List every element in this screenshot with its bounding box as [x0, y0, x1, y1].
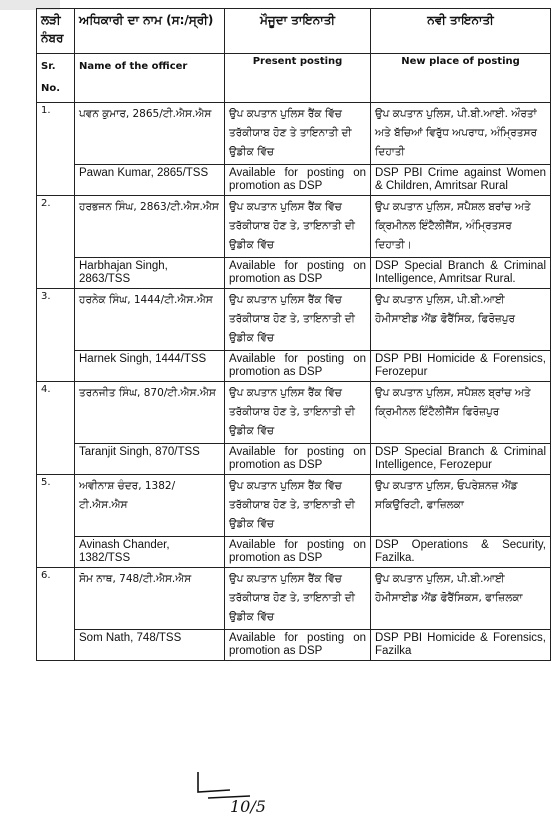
sr-no: 1. [37, 103, 75, 196]
new-posting-pa: ਉਪ ਕਪਤਾਨ ਪੁਲਿਸ, ਪੀ.ਬੀ.ਆਈ ਹੋਮੀਸਾਈਡ ਐਂਡ ਫੋਰੈਂਸਿਕ, ਫਿਰੋਜ਼ਪੁਰ [371, 289, 551, 351]
present-posting-pa: ਉਪ ਕਪਤਾਨ ਪੁਲਿਸ ਰੈਂਕ ਵਿੱਚ ਤਰੱਕੀਯਾਬ ਹੋਣ ਤੇ, ਤਾਇਨਾਤੀ ਦੀ ਉਡੀਕ ਵਿੱਚ [225, 568, 371, 630]
signature-mark [190, 768, 300, 818]
officer-name-pa: ਅਵੀਨਾਸ਼ ਚੰਦਰ, 1382/ਟੀ.ਐਸ.ਐਸ [75, 475, 225, 537]
officer-name-pa: ਪਵਨ ਕੁਮਾਰ, 2865/ਟੀ.ਐਸ.ਐਸ [75, 103, 225, 165]
officer-name-pa: ਹਰਭਜਨ ਸਿੰਘ, 2863/ਟੀ.ਐਸ.ਐਸ [75, 196, 225, 258]
table-row-punjabi [37, 103, 551, 165]
present-posting-en: Available for posting on promotion as DSP [225, 537, 371, 568]
officer-name-en: Harnek Singh, 1444/TSS [75, 351, 225, 382]
present-posting-pa: ਉਪ ਕਪਤਾਨ ਪੁਲਿਸ ਰੈਂਕ ਵਿੱਚ ਤਰੱਕੀਯਾਬ ਹੋਣ ਤੇ, ਤਾਇਨਾਤੀ ਦੀ ਉਡੀਕ ਵਿੱਚ [225, 289, 371, 351]
new-posting-en: DSP Special Branch & Criminal Intelligence, Ferozepur [371, 444, 551, 475]
table-row-english [37, 630, 551, 661]
sr-no: 5. [37, 475, 75, 568]
new-posting-pa: ਉਪ ਕਪਤਾਨ ਪੁਲਿਸ, ਸਪੈਸ਼ਲ ਬਰਾਂਚ ਅਤੇ ਕ੍ਰਿਮੀਨਲ ਇੰਟੈਲੀਜੈਂਸ, ਅੰਮ੍ਰਿਤਸਰ ਦਿਹਾਤੀ। [371, 196, 551, 258]
new-posting-pa: ਉਪ ਕਪਤਾਨ ਪੁਲਿਸ, ਸਪੈਸ਼ਲ ਬ੍ਰਾਂਚ ਅਤੇ ਕ੍ਰਿਮੀਨਲ ਇੰਟੈਲੀਜੈਂਸ ਫਿਰੋਜ਼ਪੁਰ [371, 382, 551, 444]
table-row-punjabi [37, 475, 551, 537]
present-posting-pa: ਉਪ ਕਪਤਾਨ ਪੁਲਿਸ ਰੈਂਕ ਵਿੱਚ ਤਰੱਕੀਯਾਬ ਹੋਣ ਤੇ, ਤਾਇਨਾਤੀ ਦੀ ਉਡੀਕ ਵਿੱਚ [225, 196, 371, 258]
new-posting-en: DSP PBI Crime against Women & Children, Amritsar Rural [371, 165, 551, 196]
header-present-pa: ਮੌਜੂਦਾ ਤਾਇਨਾਤੀ [225, 9, 371, 54]
sr-no: 3. [37, 289, 75, 382]
header-row-english [37, 54, 551, 103]
officer-name-en: Pawan Kumar, 2865/TSS [75, 165, 225, 196]
table-row-english [37, 165, 551, 196]
officer-name-pa: ਸੋਮ ਨਾਥ, 748/ਟੀ.ਐਸ.ਐਸ [75, 568, 225, 630]
present-posting-en: Available for posting on promotion as DSP [225, 630, 371, 661]
officer-name-en: Som Nath, 748/TSS [75, 630, 225, 661]
present-posting-en: Available for posting on promotion as DSP [225, 351, 371, 382]
officer-name-pa: ਹਰਨੇਕ ਸਿੰਘ, 1444/ਟੀ.ਐਸ.ਐਸ [75, 289, 225, 351]
sr-no: 2. [37, 196, 75, 289]
new-posting-pa: ਉਪ ਕਪਤਾਨ ਪੁਲਿਸ, ਓਪਰੇਸ਼ਨਜ਼ ਐਂਡ ਸਕਿਉਰਿਟੀ, ਫਾਜ਼ਿਲਕਾ [371, 475, 551, 537]
table-row-english [37, 537, 551, 568]
new-posting-en: DSP PBI Homicide & Forensics, Ferozepur [371, 351, 551, 382]
header-new-en: New place of posting [371, 54, 551, 103]
new-posting-en: DSP Operations & Security, Fazilka. [371, 537, 551, 568]
header-sr-en: Sr. No. [37, 54, 75, 103]
sr-no: 4. [37, 382, 75, 475]
table-row-punjabi [37, 196, 551, 258]
new-posting-en: DSP PBI Homicide & Forensics, Fazilka [371, 630, 551, 661]
officer-name-en: Avinash Chander, 1382/TSS [75, 537, 225, 568]
present-posting-en: Available for posting on promotion as DSP [225, 444, 371, 475]
table-row-punjabi [37, 289, 551, 351]
new-posting-en: DSP Special Branch & Criminal Intelligence, Amritsar Rural. [371, 258, 551, 289]
sr-no: 6. [37, 568, 75, 661]
present-posting-pa: ਉਪ ਕਪਤਾਨ ਪੁਲਿਸ ਰੈਂਕ ਵਿੱਚ ਤਰੱਕੀਯਾਬ ਹੋਣ ਤੇ ਤਾਇਨਾਤੀ ਦੀ ਉਡੀਕ ਵਿੱਚ [225, 103, 371, 165]
table-row-english [37, 258, 551, 289]
table-row-punjabi [37, 382, 551, 444]
signature-date: 10/5 [230, 797, 266, 816]
officer-name-en: Taranjit Singh, 870/TSS [75, 444, 225, 475]
officer-name-pa: ਤਰਨਜੀਤ ਸਿੰਘ, 870/ਟੀ.ਐਸ.ਐਸ [75, 382, 225, 444]
posting-table [36, 8, 551, 661]
present-posting-pa: ਉਪ ਕਪਤਾਨ ਪੁਲਿਸ ਰੈਂਕ ਵਿੱਚ ਤਰੱਕੀਯਾਬ ਹੋਣ ਤੇ, ਤਾਇਨਾਤੀ ਦੀ ਉਡੀਕ ਵਿੱਚ [225, 475, 371, 537]
header-row-punjabi [37, 9, 551, 54]
present-posting-en: Available for posting on promotion as DSP [225, 258, 371, 289]
header-present-en: Present posting [225, 54, 371, 103]
officer-name-en: Harbhajan Singh, 2863/TSS [75, 258, 225, 289]
header-name-en: Name of the officer [75, 54, 225, 103]
table-row-punjabi [37, 568, 551, 630]
present-posting-en: Available for posting on promotion as DSP [225, 165, 371, 196]
header-new-pa: ਨਵੀ ਤਾਇਨਾਤੀ [371, 9, 551, 54]
new-posting-pa: ਉਪ ਕਪਤਾਨ ਪੁਲਿਸ, ਪੀ.ਬੀ.ਆਈ. ਔਰਤਾਂ ਅਤੇ ਬੱਚਿਆਂ ਵਿਰੁੱਧ ਅਪਰਾਧ, ਅੰਮ੍ਰਿਤਸਰ ਦਿਹਾਤੀ [371, 103, 551, 165]
header-name-pa: ਅਧਿਕਾਰੀ ਦਾ ਨਾਮ (ਸ:/ਸ੍ਰੀ) [75, 9, 225, 54]
present-posting-pa: ਉਪ ਕਪਤਾਨ ਪੁਲਿਸ ਰੈਂਕ ਵਿੱਚ ਤਰੱਕੀਯਾਬ ਹੋਣ ਤੇ, ਤਾਇਨਾਤੀ ਦੀ ਉਡੀਕ ਵਿੱਚ [225, 382, 371, 444]
table-row-english [37, 351, 551, 382]
header-sr-pa: ਲੜੀ ਨੰਬਰ [37, 9, 75, 54]
new-posting-pa: ਉਪ ਕਪਤਾਨ ਪੁਲਿਸ, ਪੀ.ਬੀ.ਆਈ ਹੋਮੀਸਾਈਡ ਐਂਡ ਫੋਰੈਂਸਿਕਸ, ਫਾਜ਼ਿਲਕਾ [371, 568, 551, 630]
table-row-english [37, 444, 551, 475]
